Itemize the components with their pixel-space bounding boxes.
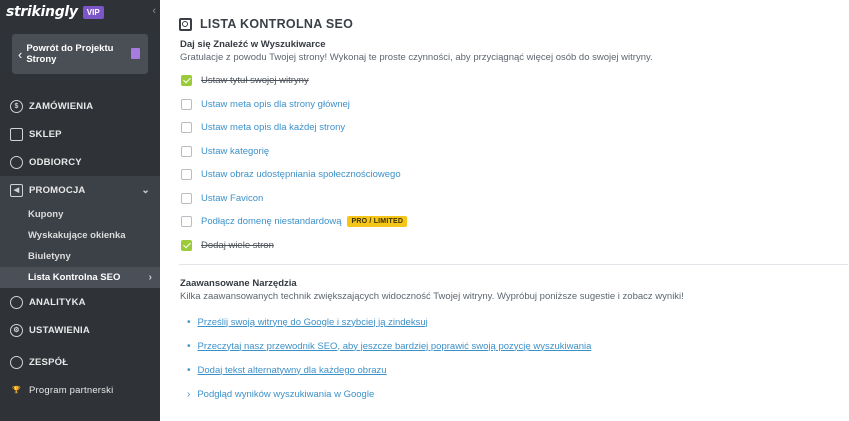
sidebar-item-promotion[interactable] — [0, 176, 160, 204]
section-title: Zaawansowane Narzędzia — [180, 278, 297, 289]
chevron-left-icon: ‹ — [18, 46, 23, 62]
checklist-item-label: Dodaj wiele stron — [201, 239, 274, 251]
sidebar-subitem-popups[interactable] — [0, 225, 160, 246]
main-content — [160, 0, 849, 421]
sidebar-item-analytics[interactable] — [0, 288, 160, 316]
advanced-tools-list — [179, 310, 849, 406]
brand — [0, 0, 160, 24]
sidebar-item-settings[interactable] — [0, 316, 160, 344]
sidebar-subitem-label: Lista Kontrolna SEO — [28, 272, 121, 283]
checkbox[interactable] — [181, 216, 192, 227]
sidebar-item-label: ZAMÓWIENIA — [29, 100, 94, 112]
checkbox-checked[interactable] — [181, 75, 192, 86]
document-icon — [131, 48, 140, 59]
sidebar-item-label: ANALITYKA — [29, 296, 86, 308]
checkbox[interactable] — [181, 169, 192, 180]
sidebar-item-label: Program partnerski — [29, 384, 114, 396]
alt-text-link[interactable]: Dodaj tekst alternatywny dla każdego obrazu — [197, 364, 387, 376]
sidebar-subitem-label: Kupony — [28, 209, 64, 220]
checklist-item-link[interactable]: Podłącz domenę niestandardową — [201, 216, 342, 228]
seo-guide-link[interactable]: Przeczytaj nasz przewodnik SEO, aby jeszcze bardziej poprawić swoją pozycję wyszukiwania — [197, 340, 592, 352]
sidebar-subitem-coupons[interactable] — [0, 204, 160, 225]
section-description: Gratulacje z powodu Twojej strony! Wykonaj te proste czynności, aby przyciągnąć więcej osób do swojej witryny. — [180, 52, 653, 63]
team-icon — [10, 356, 23, 369]
sidebar-item-label: SKLEP — [29, 128, 62, 140]
sidebar — [0, 0, 160, 421]
checklist-item-link[interactable]: Ustaw kategorię — [201, 145, 270, 157]
checkbox[interactable] — [181, 99, 192, 110]
dollar-circle-icon: $ — [10, 100, 23, 113]
chevron-right-icon: › — [148, 272, 152, 283]
checklist-item[interactable] — [179, 210, 849, 234]
checklist-item[interactable] — [179, 116, 849, 140]
sidebar-item-label: ZESPÓŁ — [29, 356, 69, 368]
sidebar-subitem-label: Biuletyny — [28, 251, 71, 262]
gear-icon: ⚙ — [10, 324, 23, 337]
checkbox[interactable] — [181, 122, 192, 133]
page-title: LISTA KONTROLNA SEO — [200, 17, 354, 31]
section-description: Kilka zaawansowanych technik zwiększających widoczność Twojej witryny. Wypróbuj poniższe sugestie i zobacz wyniki! — [180, 291, 684, 302]
chevron-down-icon: ⌄ — [141, 184, 150, 196]
seo-search-icon — [179, 18, 192, 31]
sidebar-item-audience[interactable] — [0, 148, 160, 176]
submit-to-google-link[interactable]: Prześlij swoją witrynę do Google i szybciej ją zindeksuj — [197, 316, 428, 328]
section-divider — [179, 264, 848, 265]
checklist-item-link[interactable]: Ustaw obraz udostępniania społecznościowego — [201, 169, 401, 181]
bullet-icon: • — [187, 316, 191, 328]
bullet-icon: • — [187, 364, 191, 376]
people-icon — [10, 156, 23, 169]
checklist-item-link[interactable]: Ustaw meta opis dla każdej strony — [201, 122, 346, 134]
checkbox[interactable] — [181, 146, 192, 157]
checklist-item-label: Ustaw tytuł swojej witryny — [201, 75, 309, 87]
sidebar-item-label: USTAWIENIA — [29, 324, 90, 336]
analytics-icon — [10, 296, 23, 309]
back-button-label: Powrót do Projektu Strony — [26, 43, 114, 65]
back-to-project-button[interactable] — [12, 34, 148, 74]
list-item — [179, 310, 849, 334]
bullet-icon: • — [187, 340, 191, 352]
checklist-item[interactable] — [179, 187, 849, 211]
checklist-item[interactable] — [179, 69, 849, 93]
collapse-sidebar-icon[interactable]: ‹ — [152, 5, 156, 17]
sidebar-item-label: ODBIORCY — [29, 156, 82, 168]
sidebar-nav — [0, 92, 160, 404]
sidebar-item-store[interactable] — [0, 120, 160, 148]
list-item — [179, 358, 849, 382]
megaphone-icon: ◀ — [10, 184, 23, 197]
sidebar-item-orders[interactable] — [0, 92, 160, 120]
checklist-item-link[interactable]: Ustaw Favicon — [201, 192, 264, 204]
checkbox[interactable] — [181, 193, 192, 204]
google-preview-label: Podgląd wyników wyszukiwania w Google — [197, 388, 375, 400]
google-preview-toggle[interactable] — [179, 382, 849, 406]
promotion-submenu — [0, 204, 160, 288]
page-header — [179, 16, 849, 32]
checklist-item[interactable] — [179, 163, 849, 187]
sidebar-subitem-seo-checklist[interactable] — [0, 267, 160, 288]
chevron-right-icon: › — [187, 388, 191, 400]
seo-checklist — [179, 69, 849, 257]
checkbox-checked[interactable] — [181, 240, 192, 251]
logo[interactable]: strikingly — [6, 4, 78, 20]
checklist-item-link[interactable]: Ustaw meta opis dla strony głównej — [201, 98, 350, 110]
list-item — [179, 334, 849, 358]
checklist-item[interactable] — [179, 93, 849, 117]
section-title: Daj się Znaleźć w Wyszukiwarce — [180, 39, 326, 50]
checklist-item[interactable] — [179, 234, 849, 258]
vip-badge: VIP — [83, 6, 104, 19]
sidebar-item-partner-program[interactable] — [0, 376, 160, 404]
sidebar-item-label: PROMOCJA — [29, 184, 86, 196]
trophy-icon: 🏆 — [12, 387, 21, 394]
store-icon — [10, 128, 23, 141]
pro-limited-badge: PRO / LIMITED — [347, 216, 407, 227]
sidebar-subitem-label: Wyskakujące okienka — [28, 230, 126, 241]
sidebar-item-team[interactable] — [0, 348, 160, 376]
checklist-item[interactable] — [179, 140, 849, 164]
sidebar-subitem-newsletters[interactable] — [0, 246, 160, 267]
